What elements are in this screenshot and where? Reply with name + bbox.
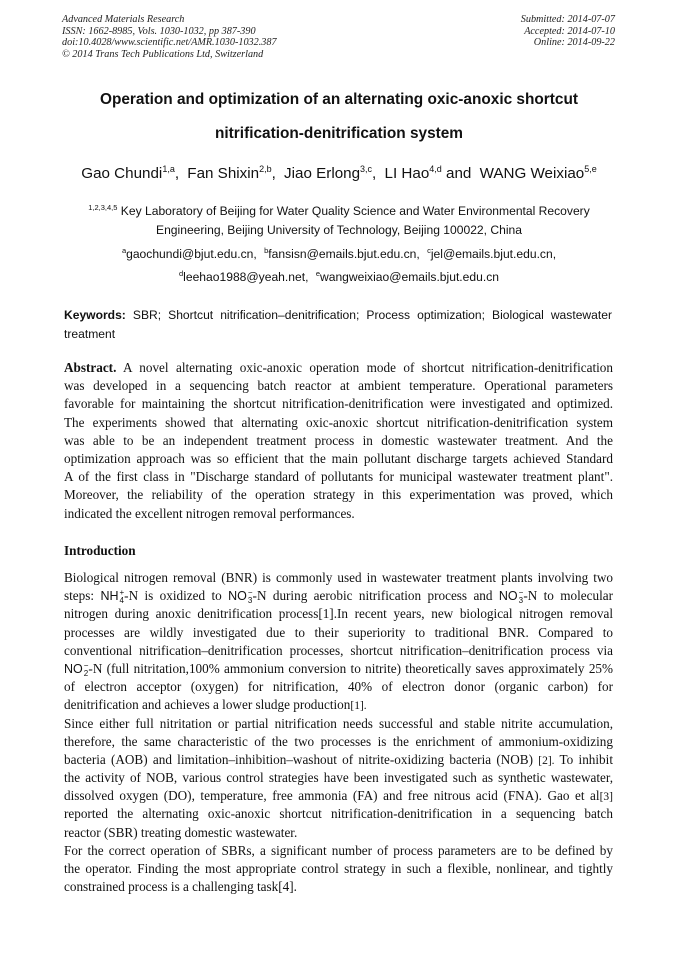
- author-separator: ,: [174, 165, 180, 182]
- chem-no3: [228, 587, 252, 605]
- keywords-text: SBR; Shortcut nitrification–denitrification; Process optimization; Biological wastewater treatment: [64, 308, 612, 341]
- author-sup: 4,d: [429, 164, 442, 174]
- intro-line: the operator. Finding the most appropriate control strategy in such a flexible, nonlinear, and tightly: [64, 861, 613, 876]
- affiliation-line-2: Engineering, Beijing University of Technology, Beijing 100022, China: [156, 223, 522, 237]
- abstract-line: optimization approach was so efficient that the main pollutant discharge targets achieved Standard: [64, 450, 613, 466]
- author-name: Fan Shixin: [187, 165, 260, 182]
- abstract-line: A of the first class in "Discharge standard of pollutants for municipal wastewater treatment plant".: [64, 469, 613, 485]
- intro-text: To inhibit: [554, 751, 613, 767]
- abstract-line: indicated the excellent nitrogen removal performances.: [64, 505, 355, 521]
- abstract-line: [64, 359, 613, 377]
- dates-header: [521, 14, 615, 49]
- author-sup: 5,e: [584, 164, 597, 174]
- citation-ref[interactable]: [3]: [599, 791, 613, 804]
- email-link[interactable]: fansisn@emails.bjut.edu.cn,: [268, 247, 420, 261]
- author-name: Gao Chundi: [81, 165, 163, 182]
- chem-no3: [499, 587, 523, 605]
- intro-line: of electron acceptor (oxygen) for nitrification, 40% of electron donor (organic carbon) for: [64, 679, 613, 695]
- author-name: WANG Weixiao: [479, 165, 585, 182]
- intro-line: processes are wildly investigated due to their superiority to traditional BNR. Compared to: [64, 624, 613, 640]
- online-date: Online: 2014-09-22: [533, 37, 615, 49]
- intro-line: [64, 751, 613, 769]
- intro-line: reported the alternating oxic-anoxic shortcut nitrification-denitrification in a sequencing batch: [64, 806, 613, 822]
- chem-base: NH: [100, 589, 119, 604]
- paper-title-line-1: Operation and optimization of an alternating oxic-anoxic shortcut: [99, 91, 578, 108]
- issn-line: ISSN: 1662-8985, Vols. 1030-1032, pp 387-390: [62, 25, 256, 37]
- author-separator: ,: [271, 165, 276, 182]
- chem-no2: [64, 660, 88, 678]
- email-sup: a: [121, 246, 127, 255]
- abstract-line: was developed in a sequencing batch reactor at ambient temperature. Operational parameters: [64, 378, 613, 394]
- author-name: Jiao Erlong: [284, 165, 361, 182]
- intro-text: bacteria (AOB) and limitation–inhibition–washout of nitrite-oxidizing bacteria (NOB): [64, 751, 539, 767]
- intro-line: nitrogen during anoxic denitrification process[1].In recent years, new biological nitrogen removal: [64, 606, 613, 622]
- chem-sup: +: [119, 587, 125, 597]
- author-list: [30, 165, 648, 182]
- journal-header: [62, 14, 277, 60]
- author-separator: ,: [372, 165, 377, 182]
- email-link[interactable]: gaochundi@bjut.edu.cn,: [126, 247, 257, 261]
- keywords-block: [64, 306, 612, 343]
- intro-text: dissolved oxygen (DO), temperature, free ammonia (FA) and free nitrous acid (FNA). Gao et al: [64, 788, 600, 804]
- author-name: LI Hao: [384, 165, 430, 182]
- email-line-2: [40, 270, 638, 284]
- intro-text: -N (full nitritation,100% ammonium conversion to nitrite) theoretically saves approximately 25%: [88, 660, 613, 676]
- chem-sub: 4: [119, 595, 124, 605]
- intro-line: the activity of NOB, various control strategies have been investigated such as synthetic wastewater,: [64, 770, 613, 786]
- keywords-label: Keywords:: [64, 308, 126, 322]
- email-sup: b: [264, 246, 269, 255]
- intro-text: denitrification and achieves a lower sludge production: [64, 697, 351, 713]
- citation-ref[interactable]: [2].: [538, 754, 555, 767]
- email-link[interactable]: leehao1988@yeah.net,: [183, 270, 309, 284]
- intro-line: For the correct operation of SBRs, a significant number of process parameters are to be defined by: [64, 842, 613, 858]
- intro-line-chem: [64, 587, 613, 605]
- chem-sub: 2: [83, 668, 89, 678]
- affiliation-sup: 1,2,3,4,5: [88, 203, 118, 212]
- affiliation-text-1: Key Laboratory of Beijing for Water Quality Science and Water Environmental Recovery: [120, 204, 590, 218]
- intro-line: Biological nitrogen removal (BNR) is commonly used in wastewater treatment plants involving two: [64, 570, 613, 585]
- chem-base: NO: [498, 589, 518, 604]
- author-sup: 1,a: [162, 164, 175, 174]
- chem-nh4: [100, 587, 124, 605]
- email-link[interactable]: jel@emails.bjut.edu.cn,: [430, 247, 557, 261]
- copyright-line: © 2014 Trans Tech Publications Ltd, Switzerland: [62, 48, 264, 60]
- doi-line[interactable]: doi:10.4028/www.scientific.net/AMR.1030-1032.387: [62, 37, 277, 49]
- chem-sub: 3: [518, 595, 524, 605]
- author-sup: 3,c: [360, 164, 373, 174]
- abstract-line: The experiments showed that alternating oxic-anoxic shortcut nitrification-denitrification system: [64, 414, 613, 430]
- author-sup: 2,b: [259, 164, 272, 174]
- abstract-line: favorable for maintaining the shortcut nitrification-denitrification were investigated and optimized.: [64, 396, 613, 412]
- chem-sub: 3: [247, 595, 253, 605]
- intro-text: -N during aerobic nitrification process and: [252, 588, 499, 604]
- abstract-line: was able to be an independent treatment process in domestic wastewater treatment. And the: [64, 432, 613, 448]
- chem-sup: −: [247, 587, 253, 597]
- email-sup: e: [315, 269, 320, 278]
- paper-title-line-2: nitrification-denitrification system: [215, 125, 463, 142]
- intro-line: conventional nitrification–denitrification processes, shortcut nitrification–denitrification process via: [64, 642, 613, 658]
- email-sup: c: [427, 246, 431, 255]
- journal-name: Advanced Materials Research: [62, 14, 185, 25]
- author-separator: and: [441, 165, 472, 182]
- section-heading-introduction: Introduction: [64, 543, 136, 558]
- abstract-text: A novel alternating oxic-anoxic operation mode of shortcut nitrification-denitrification: [116, 360, 613, 375]
- chem-sup: −: [518, 587, 524, 597]
- intro-line: Since either full nitritation or partial nitrification needs successful and stable nitrite accumulation,: [64, 715, 613, 731]
- chem-base: NO: [228, 589, 247, 604]
- intro-line: [64, 787, 613, 805]
- intro-line: [64, 696, 613, 714]
- abstract-label: Abstract.: [64, 360, 117, 375]
- intro-text: steps:: [64, 588, 101, 604]
- email-sup: d: [179, 269, 184, 278]
- accepted-date: Accepted: 2014-07-10: [524, 25, 615, 37]
- email-link[interactable]: wangweixiao@emails.bjut.edu.cn: [319, 270, 499, 284]
- intro-line: therefore, the same characteristic of the two processes is the enrichment of ammonium-oxidizing: [64, 733, 613, 749]
- chem-base: NO: [64, 661, 83, 676]
- intro-line: constrained process is a challenging task[4].: [64, 879, 297, 895]
- intro-text: -N is oxidized to: [124, 588, 229, 604]
- introduction-body: [64, 569, 613, 896]
- submitted-date: Submitted: 2014-07-07: [520, 14, 615, 25]
- email-line-1: [40, 247, 638, 261]
- chem-sup: −: [83, 660, 89, 670]
- abstract-line: Moreover, the reliability of the operation strategy in this experimentation was proved, which: [64, 487, 613, 503]
- abstract-block: [64, 359, 613, 523]
- intro-text: -N to molecular: [523, 588, 613, 604]
- intro-line-chem: [64, 660, 613, 678]
- intro-line: reactor (SBR) treating domestic wastewater.: [64, 824, 298, 840]
- citation-ref[interactable]: [1].: [350, 700, 367, 713]
- affiliation-line-1: [40, 204, 638, 218]
